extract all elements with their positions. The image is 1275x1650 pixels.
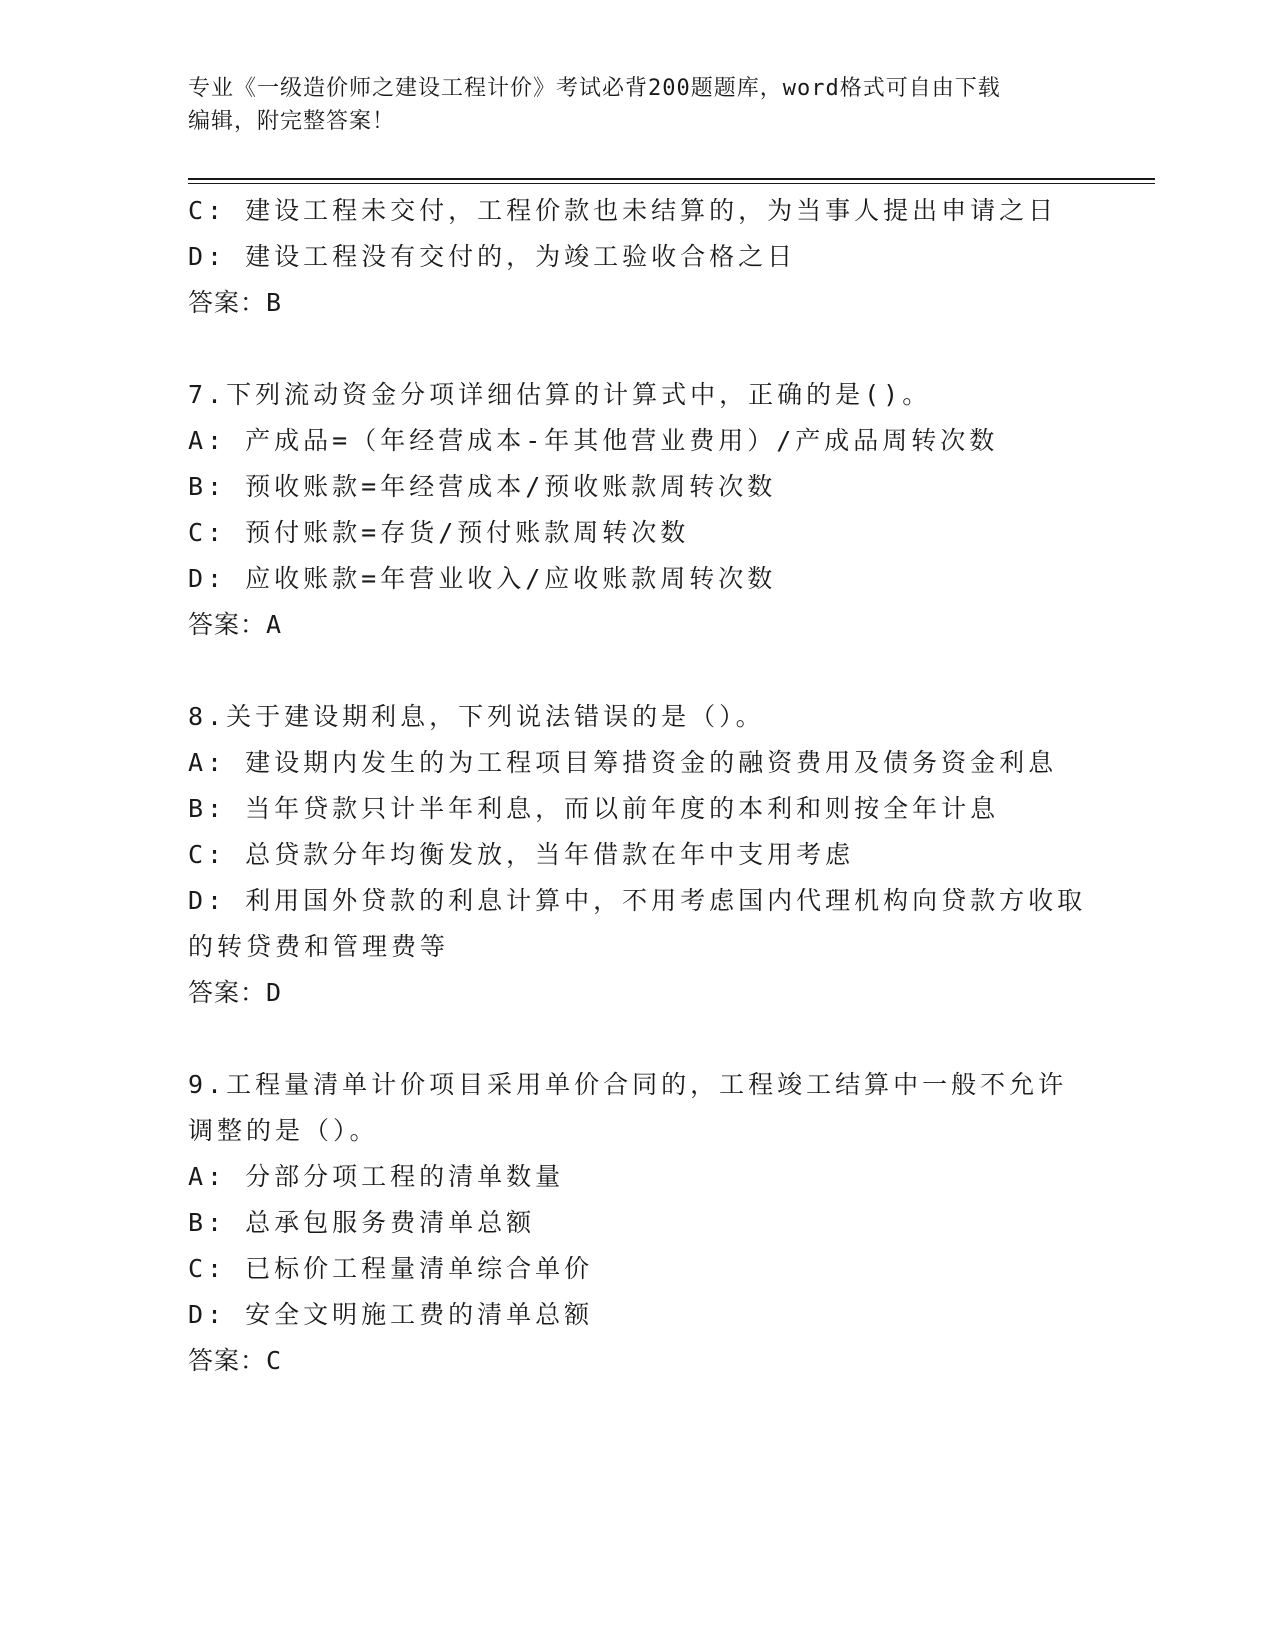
header-divider-thick [188,178,1155,180]
q6-option-d: D: 建设工程没有交付的，为竣工验收合格之日 [188,242,797,271]
q7-question: 7.下列流动资金分项详细估算的计算式中，正确的是()。 [188,380,932,409]
q7-option-c: C: 预付账款=存货/预付账款周转次数 [188,518,690,547]
q8-answer: 答案：D [188,978,283,1007]
header-title-line-2: 编辑，附完整答案！ [188,109,396,134]
q9-question-line-2: 调整的是（）。 [188,1116,379,1145]
spacer [188,326,1128,372]
q9-answer: 答案：C [188,1346,283,1375]
q8-option-d-line-1: D: 利用国外贷款的利息计算中，不用考虑国内代理机构向贷款方收取 [188,886,1087,915]
spacer [188,648,1128,694]
question-list [188,188,1128,1384]
q8-option-b: B: 当年贷款只计半年利息，而以前年度的本利和则按全年计息 [188,794,1000,823]
q7-option-b: B: 预收账款=年经营成本/预收账款周转次数 [188,472,777,501]
q7-option-a: A: 产成品=（年经营成本-年其他营业费用）/产成品周转次数 [188,426,999,455]
q6-answer: 答案：B [188,288,283,317]
header-title-line-1: 专业《一级造价师之建设工程计价》考试必背200题题库，word格式可自由下载 [188,76,1001,101]
q8-question: 8.关于建设期利息，下列说法错误的是（）。 [188,702,765,731]
question-7-block [188,372,1128,648]
question-9-block [188,1062,1128,1384]
q9-option-d: D: 安全文明施工费的清单总额 [188,1300,594,1329]
question-8-block [188,694,1128,1016]
header-divider-thin [188,183,1155,184]
question-6-block [188,188,1128,326]
q9-option-a: A: 分部分项工程的清单数量 [188,1162,565,1191]
q8-option-a: A: 建设期内发生的为工程项目筹措资金的融资费用及债务资金利息 [188,748,1058,777]
q8-option-c: C: 总贷款分年均衡发放，当年借款在年中支用考虑 [188,840,855,869]
spacer [188,1016,1128,1062]
q9-option-c: C: 已标价工程量清单综合单价 [188,1254,594,1283]
page-header [188,72,1088,138]
q9-question-line-1: 9.工程量清单计价项目采用单价合同的，工程竣工结算中一般不允许 [188,1070,1068,1099]
q7-option-d: D: 应收账款=年营业收入/应收账款周转次数 [188,564,777,593]
q6-option-c: C: 建设工程未交付，工程价款也未结算的，为当事人提出申请之日 [188,196,1058,225]
q7-answer: 答案：A [188,610,283,639]
q8-option-d-line-2: 的转贷费和管理费等 [188,932,450,961]
q9-option-b: B: 总承包服务费清单总额 [188,1208,536,1237]
